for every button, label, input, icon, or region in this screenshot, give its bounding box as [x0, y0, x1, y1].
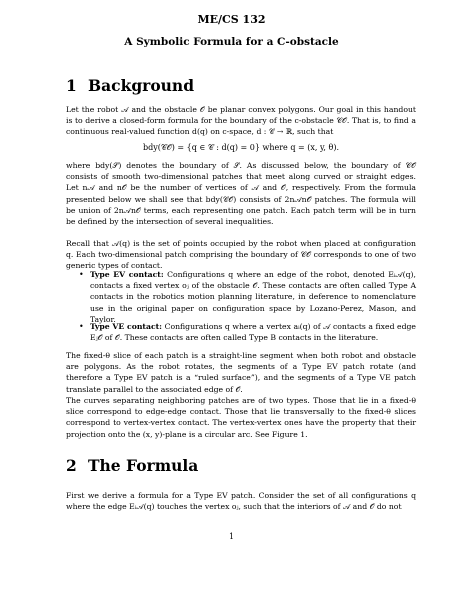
- section-title: Background: [88, 76, 195, 95]
- paragraph-fixed-theta: The fixed-θ slice of each patch is a straight-line segment when both robot and obstacle are polygons. As the robot rotates, the segments of a Type EV patch rotate (and therefore a Type EV patch is a “ruled surface”), and the segments of a Type VE patch translate parallel to the associated edge of 𝒪.: [66, 351, 416, 394]
- paragraph-intro: Let the robot 𝒜 and the obstacle 𝒪 be planar convex polygons. Our goal in this handout is to derive a closed-form formula for the boundary of the c-obstacle 𝒞𝒪. That is, to find a continuous real-valued function d(q) on c-space, d : 𝒞 → ℝ, such that: [66, 105, 416, 137]
- bullet-marker: •: [79, 322, 84, 331]
- list-item-type-ev: [79, 269, 416, 325]
- paragraph-formula-intro: First we derive a formula for a Type EV patch. Consider the set of all configurations q where the edge Eᵢ𝒜(q) touches the vertex oⱼ, such that the interiors of 𝒜 and 𝒪 do not: [66, 491, 416, 512]
- page-number: 1: [228, 532, 235, 541]
- paragraph-recall: Recall that 𝒜(q) is the set of points occupied by the robot when placed at configuration q. Each two-dimensional patch comprising the boundary of 𝒞𝒪 corresponds to one of two generic types of contact.: [66, 239, 416, 271]
- section-number: 1: [66, 76, 77, 95]
- section-heading-formula: [66, 456, 198, 475]
- display-equation: bdy(𝒞𝒪) = {q ∈ 𝒞 : d(q) = 0} where q = (x, y, θ).: [143, 143, 339, 152]
- list-item-label: Type VE contact:: [90, 322, 163, 331]
- list-item-text: Configurations q where an edge of the robot, denoted Eᵢ𝒜(q), contacts a fixed vertex oⱼ of the obstacle 𝒪. These contacts are often called Type A contacts in the robotics motion planning literature, in deference to nomenclature use in the original paper on configuration space by Lozano-Perez, Mason, and Taylor.: [90, 270, 416, 324]
- course-code: ME/CS 132: [197, 13, 266, 26]
- list-item-label: Type EV contact:: [90, 270, 164, 279]
- section-heading-background: [66, 76, 194, 95]
- paragraph-boundary: where bdy(𝒮) denotes the boundary of 𝒮. As discussed below, the boundary of 𝒞𝒪 consists of smooth two-dimensional patches that meet along curved or straight edges. Let n𝒜 and n𝒪 be the number of vertices of 𝒜 and 𝒪, respectively. From the formula presented below we shall see that bdy(𝒞𝒪) consists of 2n𝒜n𝒪 patches. The formula will be union of 2n𝒜n𝒪 terms, each representing one patch. Each patch term will be in turn be defined by the intersection of several inequalities.: [66, 161, 416, 227]
- list-item-text: Configurations q where a vertex aᵢ(q) of 𝒜 contacts a fixed edge Eⱼ𝒪 of 𝒪. These contacts are often called Type B contacts in the literature.: [90, 322, 416, 343]
- bullet-marker: •: [79, 270, 84, 279]
- section-title: The Formula: [88, 456, 199, 475]
- section-number: 2: [66, 456, 77, 475]
- document-title: A Symbolic Formula for a C-obstacle: [124, 36, 339, 48]
- paragraph-curves: The curves separating neighboring patches are of two types. Those that lie in a fixed-θ slice correspond to edge-edge contact. Those that lie transversally to the fixed-θ slices correspond to vertex-vertex contact. The vertex-vertex ones have the property that their projection onto the (x, y)-plane is a circular arc. See Figure 1.: [66, 396, 416, 439]
- list-item-type-ve: [79, 321, 416, 343]
